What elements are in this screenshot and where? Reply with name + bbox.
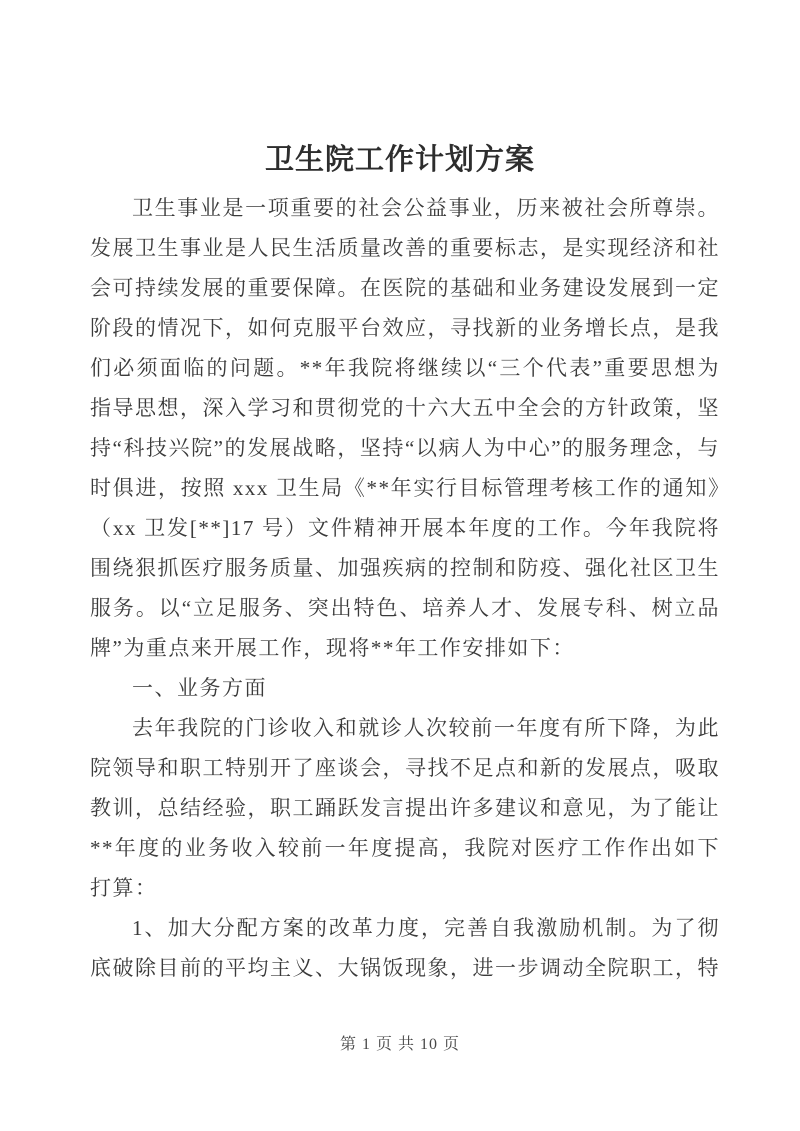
- paragraph-item-1: 1、加大分配方案的改革力度，完善自我激励机制。为了彻底破除目前的平均主义、大锅饭现象，进一步调动全院职工，特: [90, 916, 720, 980]
- document-body: [90, 188, 720, 988]
- page-number-label: 第 1 页 共 10 页: [339, 1036, 460, 1053]
- paragraph-intro: 卫生事业是一项重要的社会公益事业，历来被社会所尊崇。发展卫生事业是人民生活质量改善的重要标志，是实现经济和社会可持续发展的重要保障。在医院的基础和业务建设发展到一定阶段的情况下，如何克服平台效应，寻找新的业务增长点，是我们必须面临的问题。**年我院将继续以“三个代表”重要思想为指导思想，深入学习和贯彻党的十六大五中全会的方针政策，坚持“科技兴院”的发展战略，坚持“以病人为中心”的服务理念，与时俱进，按照 xxx 卫生局《**年实行目标管理考核工作的通知》（xx 卫发[**]17 号）文件精神开展本年度的工作。今年我院将围绕狠抓医疗服务质量、加强疾病的控制和防疫、强化社区卫生服务。以“立足服务、突出特色、培养人才、发展专科、树立品牌”为重点来开展工作，现将**年工作安排如下：: [90, 196, 720, 660]
- paragraph-business-review: 去年我院的门诊收入和就诊人次较前一年度有所下降，为此院领导和职工特别开了座谈会，寻找不足点和新的发展点，吸取教训，总结经验，职工踊跃发言提出许多建议和意见，为了能让**年度的业务收入较前一年度提高，我院对医疗工作作出如下打算：: [90, 716, 720, 900]
- paragraph-section-heading: 一、业务方面: [132, 676, 267, 700]
- page-footer: [0, 1033, 800, 1057]
- document-title: 卫生院工作计划方案: [264, 144, 535, 176]
